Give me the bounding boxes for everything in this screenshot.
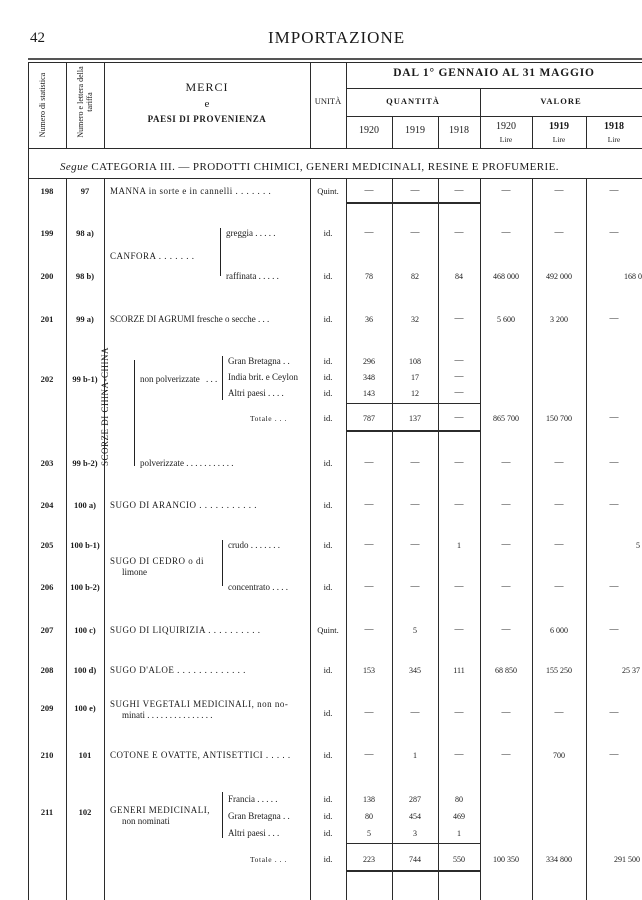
brace — [134, 360, 135, 466]
header-q-1919: 1919 — [405, 125, 425, 136]
header-q-1918: 1918 — [449, 125, 469, 136]
tariff-number: 100 a) — [74, 500, 96, 510]
total-qty-1920: 223 — [363, 855, 375, 864]
unit: id. — [323, 828, 333, 838]
val-1920: — — [501, 185, 511, 195]
qty-1918: — — [454, 355, 464, 365]
qty-1920: — — [364, 457, 374, 467]
total-val-1920: 865 700 — [493, 414, 519, 423]
qty-1920: 78 — [365, 272, 373, 281]
brace — [222, 792, 223, 838]
qty-1918: — — [454, 387, 464, 397]
total-val-1919: 334 800 — [546, 855, 572, 864]
stat-number: 199 — [40, 228, 54, 238]
stat-number: 206 — [40, 582, 54, 592]
unit: id. — [323, 811, 333, 821]
unit: id. — [323, 854, 333, 864]
unit: id. — [323, 665, 333, 675]
qty-1920: — — [364, 499, 374, 509]
item-description: Altri paesi . . . — [228, 828, 280, 838]
val-1920: — — [501, 707, 511, 717]
total-val-1918: 291 500 — [614, 855, 640, 864]
group-label-generi: GENERI MEDICINALI, — [110, 805, 210, 815]
item-description: SUGO DI ARANCIO . . . . . . . . . . . — [110, 500, 258, 510]
qty-1918: 80 — [455, 795, 463, 804]
stat-number: 198 — [40, 186, 54, 196]
val-1919: — — [554, 707, 564, 717]
qty-1920: 296 — [363, 357, 375, 366]
qty-1920: — — [364, 581, 374, 591]
qty-1918: — — [454, 624, 464, 634]
total-label: Totale . . . — [250, 855, 288, 864]
qty-1919: 17 — [411, 373, 419, 382]
category-name: CATEGORIA III. — PRODOTTI CHIMICI, GENERI MEDICINALI, RESINE E PROFUMERIE. — [91, 161, 559, 173]
qty-1920: 80 — [365, 812, 373, 821]
val-1920: — — [501, 227, 511, 237]
top-rule — [28, 58, 642, 60]
brace — [222, 540, 223, 586]
qty-1919: — — [410, 185, 420, 195]
brace — [222, 356, 223, 400]
total-qty-1918: — — [454, 412, 464, 422]
val-1918: 168 0 — [624, 272, 642, 281]
unit: id. — [323, 372, 333, 382]
qty-1919: 345 — [409, 666, 421, 675]
qty-1918: — — [454, 499, 464, 509]
qty-1920: — — [364, 624, 374, 634]
group-label-cedro-2: limone — [122, 567, 147, 577]
qty-1918: — — [454, 581, 464, 591]
qty-1920: 143 — [363, 389, 375, 398]
group-label-cedro: SUGO DI CEDRO o di — [110, 556, 205, 566]
val-1918: — — [609, 457, 619, 467]
unit: id. — [323, 356, 333, 366]
item-description: crudo . . . . . . . — [228, 540, 280, 550]
qty-1920: — — [364, 539, 374, 549]
header-stat-number: Numero di statistica — [38, 72, 47, 138]
item-description: SUGO D'ALOE . . . . . . . . . . . . . — [110, 665, 246, 675]
val-1918: — — [609, 313, 619, 323]
qty-1918: 111 — [453, 666, 465, 675]
stat-number: 200 — [40, 271, 54, 281]
val-1919: 700 — [553, 751, 565, 760]
qty-1920: 348 — [363, 373, 375, 382]
val-1919: — — [554, 539, 564, 549]
subgroup-non-polverizzate: non polverizzate — [140, 374, 200, 384]
header-lire-1920: Lire — [499, 135, 513, 144]
unit: id. — [323, 540, 333, 550]
val-1918: — — [609, 185, 619, 195]
header-unit: UNITÀ — [314, 96, 342, 106]
val-1918: — — [609, 227, 619, 237]
val-1918: — — [609, 707, 619, 717]
tariff-number: 98 a) — [76, 228, 94, 238]
header-provenance: PAESI DI PROVENIENZA — [147, 114, 267, 124]
unit: id. — [323, 582, 333, 592]
stat-number: 204 — [40, 500, 54, 510]
tariff-number: 99 b-2) — [72, 458, 98, 468]
item-description: SUGHI VEGETALI MEDICINALI, non no- — [110, 699, 289, 709]
group-label-canfora: CANFORA . . . . . . . — [110, 251, 195, 261]
qty-1920: — — [364, 707, 374, 717]
item-description: raffinata . . . . . — [226, 271, 279, 281]
unit: id. — [323, 458, 333, 468]
qty-1919: 12 — [411, 389, 419, 398]
qty-1920: 153 — [363, 666, 375, 675]
item-description: MANNA in sorte e in cannelli . . . . . . . — [110, 186, 272, 196]
tariff-number: 100 d) — [73, 665, 97, 675]
tariff-number: 102 — [78, 807, 92, 817]
item-description: Altri paesi . . . . — [228, 388, 284, 398]
header-merci: MERCI — [185, 80, 229, 94]
val-1919: — — [554, 227, 564, 237]
qty-1919: — — [410, 581, 420, 591]
header-tariff-number: Numero e lettera della tariffa — [76, 66, 94, 138]
total-label: Totale . . . — [250, 414, 288, 423]
qty-1918: — — [454, 185, 464, 195]
category-prefix: Segue — [60, 161, 89, 173]
val-1919: 492 000 — [546, 272, 572, 281]
val-1919: — — [554, 499, 564, 509]
group-label-china: SCORZE DI CHINA-CHINA — [100, 347, 110, 466]
qty-1919: 82 — [411, 272, 419, 281]
qty-1919: — — [410, 539, 420, 549]
stat-number: 211 — [40, 807, 54, 817]
total-val-1920: 100 350 — [493, 855, 519, 864]
tariff-number: 97 — [80, 186, 90, 196]
val-1918: — — [609, 749, 619, 759]
qty-1918: — — [454, 707, 464, 717]
qty-1918: — — [454, 749, 464, 759]
qty-1919: 5 — [413, 626, 417, 635]
qty-1918: — — [454, 457, 464, 467]
unit: id. — [323, 228, 333, 238]
qty-1919: 454 — [409, 812, 421, 821]
unit: id. — [323, 750, 333, 760]
tariff-number: 100 e) — [74, 703, 96, 713]
total-qty-1919: 744 — [409, 855, 421, 864]
val-1919: — — [554, 185, 564, 195]
val-1920: 468 000 — [493, 272, 519, 281]
header-v-1918: 1918 — [604, 121, 624, 132]
val-1920: — — [501, 749, 511, 759]
unit: Quint. — [317, 186, 339, 196]
tariff-number: 100 b-2) — [70, 582, 100, 592]
item-description: Gran Bretagna . . — [228, 356, 290, 366]
qty-1919: — — [410, 457, 420, 467]
header-period: DAL 1° GENNAIO AL 31 MAGGIO — [393, 67, 595, 79]
item-description: SUGO DI LIQUIRIZIA . . . . . . . . . . — [110, 625, 261, 635]
unit: id. — [323, 500, 333, 510]
unit: id. — [323, 708, 333, 718]
subgroup-dots: . . . — [206, 374, 218, 384]
unit: Quint. — [317, 625, 339, 635]
qty-1920: — — [364, 749, 374, 759]
header-quantity: QUANTITÀ — [386, 96, 440, 106]
brace — [220, 228, 221, 276]
val-1919: 155 250 — [546, 666, 572, 675]
stat-number: 201 — [40, 314, 54, 324]
qty-1918: 469 — [453, 812, 465, 821]
qty-1920: — — [364, 185, 374, 195]
val-1919: — — [554, 581, 564, 591]
val-1919: 3 200 — [550, 315, 568, 324]
group-label-generi-2: non nominati — [122, 816, 170, 826]
header-lire-1918: Lire — [607, 135, 621, 144]
stat-number: 208 — [40, 665, 54, 675]
item-description: COTONE E OVATTE, ANTISETTICI . . . . . — [110, 750, 291, 760]
val-1920: — — [501, 624, 511, 634]
val-1919: — — [554, 457, 564, 467]
val-1918: 25 37 — [622, 666, 640, 675]
item-description-cont: minati . . . . . . . . . . . . . . . — [122, 710, 213, 720]
stat-number: 209 — [40, 703, 54, 713]
qty-1918: 84 — [455, 272, 463, 281]
item-description: concentrato . . . . — [228, 582, 288, 592]
header-v-1919: 1919 — [549, 121, 569, 132]
stat-number: 203 — [40, 458, 54, 468]
val-1920: 68 850 — [495, 666, 517, 675]
qty-1919: 287 — [409, 795, 421, 804]
qty-1920: — — [364, 227, 374, 237]
page-title: IMPORTAZIONE — [268, 28, 406, 47]
val-1920: — — [501, 499, 511, 509]
val-1920: — — [501, 539, 511, 549]
total-qty-1918: 550 — [453, 855, 465, 864]
total-qty-1919: 137 — [409, 414, 421, 423]
val-1918: — — [609, 624, 619, 634]
item-description: India brit. e Ceylon — [228, 372, 298, 382]
qty-1920: 36 — [365, 315, 373, 324]
qty-1919: — — [410, 707, 420, 717]
stat-number: 207 — [40, 625, 54, 635]
header-and: e — [204, 98, 210, 110]
qty-1920: 5 — [367, 829, 371, 838]
item-description: Gran Bretagna . . — [228, 811, 290, 821]
stat-number: 202 — [40, 374, 54, 384]
tariff-number: 101 — [78, 750, 92, 760]
qty-1919: — — [410, 227, 420, 237]
unit: id. — [323, 388, 333, 398]
stat-number: 210 — [40, 750, 54, 760]
item-description: polverizzate . . . . . . . . . . . — [140, 458, 234, 468]
header-lire-1919: Lire — [552, 135, 566, 144]
item-description: SCORZE DI AGRUMI fresche o secche . . . — [110, 314, 270, 324]
tariff-number: 98 b) — [75, 271, 95, 281]
qty-1918: — — [454, 313, 464, 323]
unit: id. — [323, 314, 333, 324]
qty-1919: 32 — [411, 315, 419, 324]
val-1919: 6 000 — [550, 626, 568, 635]
tariff-number: 99 a) — [76, 314, 94, 324]
item-description: greggia . . . . . — [226, 228, 276, 238]
qty-1919: 108 — [409, 357, 421, 366]
total-val-1918: — — [609, 412, 619, 422]
val-1918: — — [609, 581, 619, 591]
qty-1919: — — [410, 499, 420, 509]
val-1920: 5 600 — [497, 315, 515, 324]
qty-1918: 1 — [457, 829, 461, 838]
total-val-1919: 150 700 — [546, 414, 572, 423]
tariff-number: 99 b-1) — [72, 374, 98, 384]
qty-1918: 1 — [457, 541, 461, 550]
unit: id. — [323, 413, 333, 423]
qty-1920: 138 — [363, 795, 375, 804]
tariff-number: 100 b-1) — [70, 540, 100, 550]
unit: id. — [323, 794, 333, 804]
header-v-1920: 1920 — [496, 121, 516, 132]
val-1920: — — [501, 581, 511, 591]
page-number: 42 — [30, 30, 45, 46]
unit: id. — [323, 271, 333, 281]
item-description: Francia . . . . . — [228, 794, 278, 804]
qty-1919: 1 — [413, 751, 417, 760]
header-value: VALORE — [540, 96, 582, 106]
header-q-1920: 1920 — [359, 125, 379, 136]
val-1918: 5 — [636, 541, 640, 550]
total-qty-1920: 787 — [363, 414, 375, 423]
qty-1918: — — [454, 371, 464, 381]
val-1918: — — [609, 499, 619, 509]
qty-1919: 3 — [413, 829, 417, 838]
stat-number: 205 — [40, 540, 54, 550]
tariff-number: 100 c) — [74, 625, 96, 635]
val-1920: — — [501, 457, 511, 467]
category-title — [60, 161, 559, 173]
qty-1918: — — [454, 227, 464, 237]
